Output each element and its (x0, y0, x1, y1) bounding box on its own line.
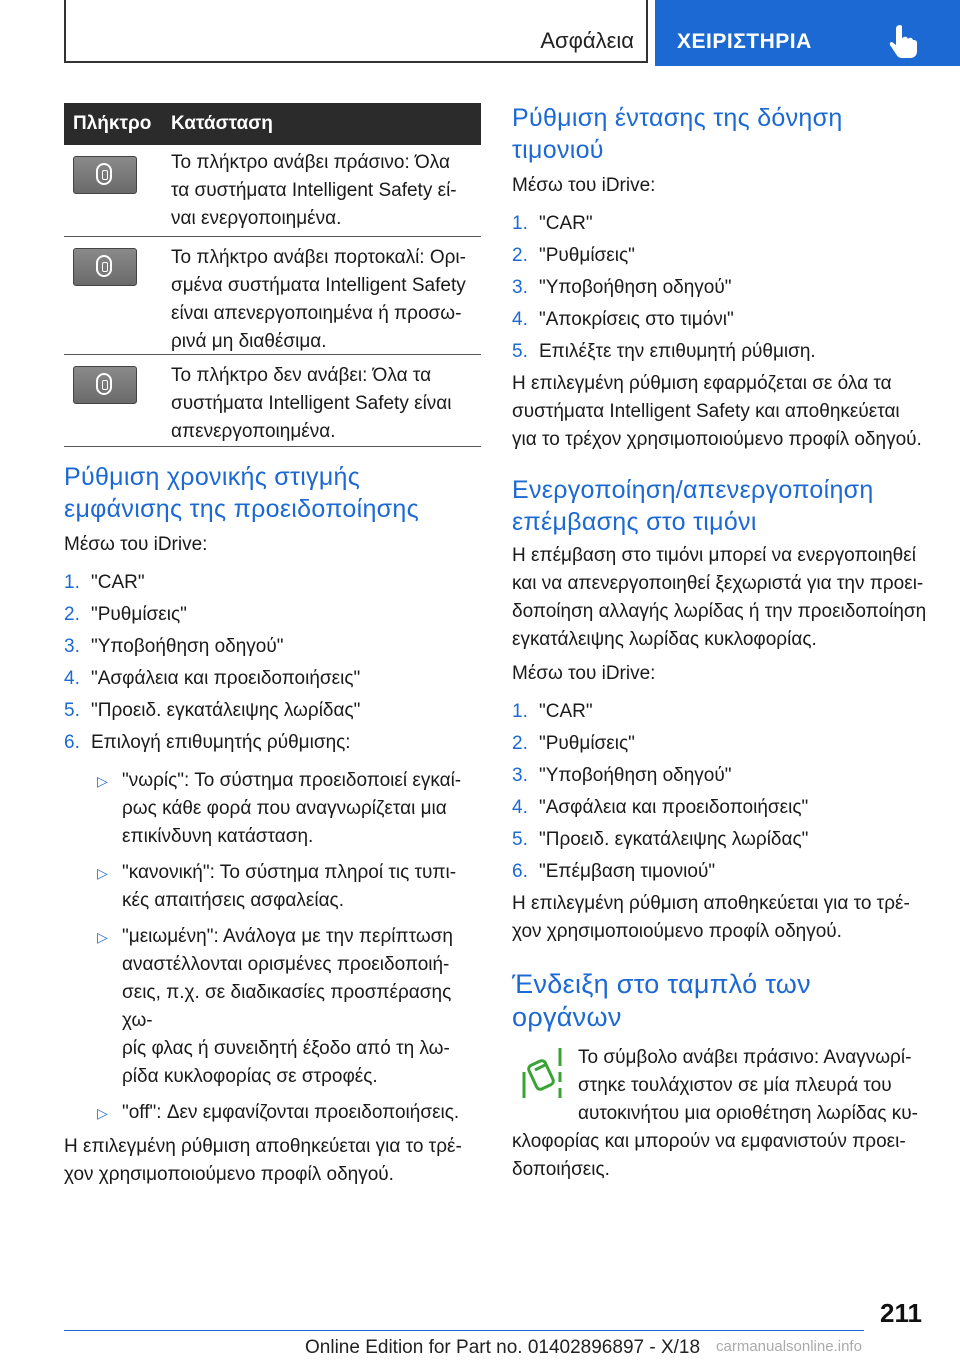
row-description: Το πλήκτρο ανάβει πράσινο: Όλα τα συστήματα Intelligent Safety εί‐ ναι ενεργοποιημένα. (171, 152, 457, 229)
row-description: Το πλήκτρο ανάβει πορτοκαλί: Ορι‐ σμένα συστήματα Intelligent Safety είναι απενεργοποιημένα ή προσω‐ ρινά μη διαθέσιμα. (171, 247, 466, 352)
note-text: Η επιλεγμένη ρύθμιση εφαρμόζεται σε όλα τα συστήματα Intelligent Safety και αποθηκεύεται για το τρέχον χρησιμοποιούμενο προφίλ οδηγού. (512, 373, 922, 450)
row-description: Το πλήκτρο δεν ανάβει: Όλα τα συστήματα Intelligent Safety είναι απενεργοποιημένα. (171, 365, 452, 442)
bullet-triangle-icon: ▷ (97, 929, 108, 945)
note-text: Η επιλεγμένη ρύθμιση αποθηκεύεται για το τρέ‐ χον χρησιμοποιούμενο προφίλ οδηγού. (64, 1136, 462, 1185)
warning-time-section (64, 461, 474, 1189)
section-heading: Ένδειξη στο ταμπλό των οργάνων (512, 969, 811, 1032)
column-header-key: Πλήκτρο (73, 113, 152, 134)
note-text: Η επιλεγμένη ρύθμιση αποθηκεύεται για το τρέ‐ χον χρησιμοποιούμενο προφίλ οδηγού. (512, 893, 910, 942)
section-heading: Ενεργοποίηση/απενεργοποίηση επέμβασης στο τιμόνι (512, 476, 874, 536)
options-list (64, 767, 474, 1127)
page-number: 211 (880, 1298, 922, 1328)
footer-divider (64, 1330, 864, 1331)
intelligent-safety-button-icon (73, 366, 137, 404)
watermark: carmanualsonline.info (716, 1338, 862, 1355)
list-item: 4. "Ασφάλεια και προειδοποιήσεις" (512, 797, 809, 818)
steps-list (64, 569, 474, 757)
list-item: 6. "Επέμβαση τιμονιού" (512, 861, 716, 882)
table-header (64, 103, 481, 145)
list-item: 5. Επιλέξτε την επιθυμητή ρύθμιση. (512, 341, 816, 362)
section-title-box (64, 0, 648, 63)
section-title: Ασφάλεια (540, 28, 634, 53)
intro-text: Η επέμβαση στο τιμόνι μπορεί να ενεργοποιηθεί και να απενεργοποιηθεί ξεχωριστά για την προει‐ δοποίηση αλλαγής λωρίδας ή την προειδοποίηση εγκατάλειψης λωρίδας κυκλοφορίας. (512, 545, 927, 650)
display-text-continued: κλοφορίας και μπορούν να εμφανιστούν προει‐ δοποιήσεις. (512, 1131, 906, 1180)
steps-list (512, 698, 927, 886)
right-column (512, 102, 927, 1184)
page-header (0, 0, 960, 66)
intelligent-safety-button-icon (73, 248, 137, 286)
lane-departure-indicator-icon (520, 1044, 564, 1102)
idrive-label: Μέσω του iDrive: (512, 175, 656, 196)
list-item: 1. "CAR" (64, 572, 145, 593)
hand-pointer-icon (888, 24, 918, 58)
list-item: 2. "Ρυθμίσεις" (512, 733, 635, 754)
idrive-label: Μέσω του iDrive: (64, 534, 208, 555)
list-item: 5. "Προειδ. εγκατάλειψης λωρίδας" (512, 829, 809, 850)
list-item: 3. "Υποβοήθηση οδηγού" (64, 636, 284, 657)
section-heading: Ρύθμιση χρονικής στιγμής εμφάνισης της προειδοποίησης (64, 463, 419, 523)
edition-text: Online Edition for Part no. 01402896897 - X/18 (305, 1337, 701, 1358)
steering-section (512, 474, 927, 946)
list-item: 4. "Ασφάλεια και προειδοποιήσεις" (64, 668, 361, 689)
list-item: 2. "Ρυθμίσεις" (64, 604, 187, 625)
table-row (64, 355, 481, 447)
list-item: 1. "CAR" (512, 213, 593, 234)
list-item: ▷ "μειωμένη": Ανάλογα με την περίπτωση αναστέλλονται ορισμένες προειδοποιή‐ σεις, π.χ. σε διαδικασίες προσπέρασης χω‐ ρίς φλας ή συνειδητή έξοδο από τη λω‐ ρίδα κυκλοφορίας σε στροφές. (64, 923, 474, 1091)
table-row (64, 145, 481, 237)
list-item: 2. "Ρυθμίσεις" (512, 245, 635, 266)
list-item: 3. "Υποβοήθηση οδηγού" (512, 765, 732, 786)
bullet-triangle-icon: ▷ (97, 865, 108, 881)
section-heading: Ρύθμιση έντασης της δόνηση τιμονιού (512, 104, 843, 164)
list-item: ▷ "νωρίς": Το σύστημα προειδοποιεί εγκαί‐ ρως κάθε φορά που αναγνωρίζεται μια επικίνδυνη κατάσταση. (64, 767, 474, 851)
list-item: 1. "CAR" (512, 701, 593, 722)
list-item: ▷ "off": Δεν εμφανίζονται προειδοποιήσεις. (64, 1099, 474, 1127)
column-header-state: Κατάσταση (171, 113, 273, 134)
list-item: ▷ "κανονική": Το σύστημα πληροί τις τυπι‐ κές απαιτήσεις ασφαλείας. (64, 859, 474, 915)
intelligent-safety-button-icon (73, 156, 137, 194)
idrive-label: Μέσω του iDrive: (512, 663, 656, 684)
table-row (64, 237, 481, 355)
list-item: 6. Επιλογή επιθυμητής ρύθμισης: (64, 732, 351, 753)
list-item: 4. "Αποκρίσεις στο τιμόνι" (512, 309, 734, 330)
chapter-tab[interactable] (655, 0, 960, 66)
steps-list (512, 210, 927, 366)
button-status-table (64, 103, 481, 447)
list-item: 3. "Υποβοήθηση οδηγού" (512, 277, 732, 298)
list-item: 5. "Προειδ. εγκατάλειψης λωρίδας" (64, 700, 361, 721)
display-section (512, 968, 927, 1184)
display-text: Το σύμβολο ανάβει πράσινο: Αναγνωρί‐ στηκε τουλάχιστον σε μία πλευρά του αυτοκινήτου μια οριοθέτηση λωρίδας κυ‐ (578, 1047, 919, 1124)
vibration-section (512, 102, 927, 454)
bullet-triangle-icon: ▷ (97, 773, 108, 789)
bullet-triangle-icon: ▷ (97, 1105, 108, 1121)
chapter-tab-label: ΧΕΙΡΙΣΤΗΡΙΑ (677, 30, 812, 53)
